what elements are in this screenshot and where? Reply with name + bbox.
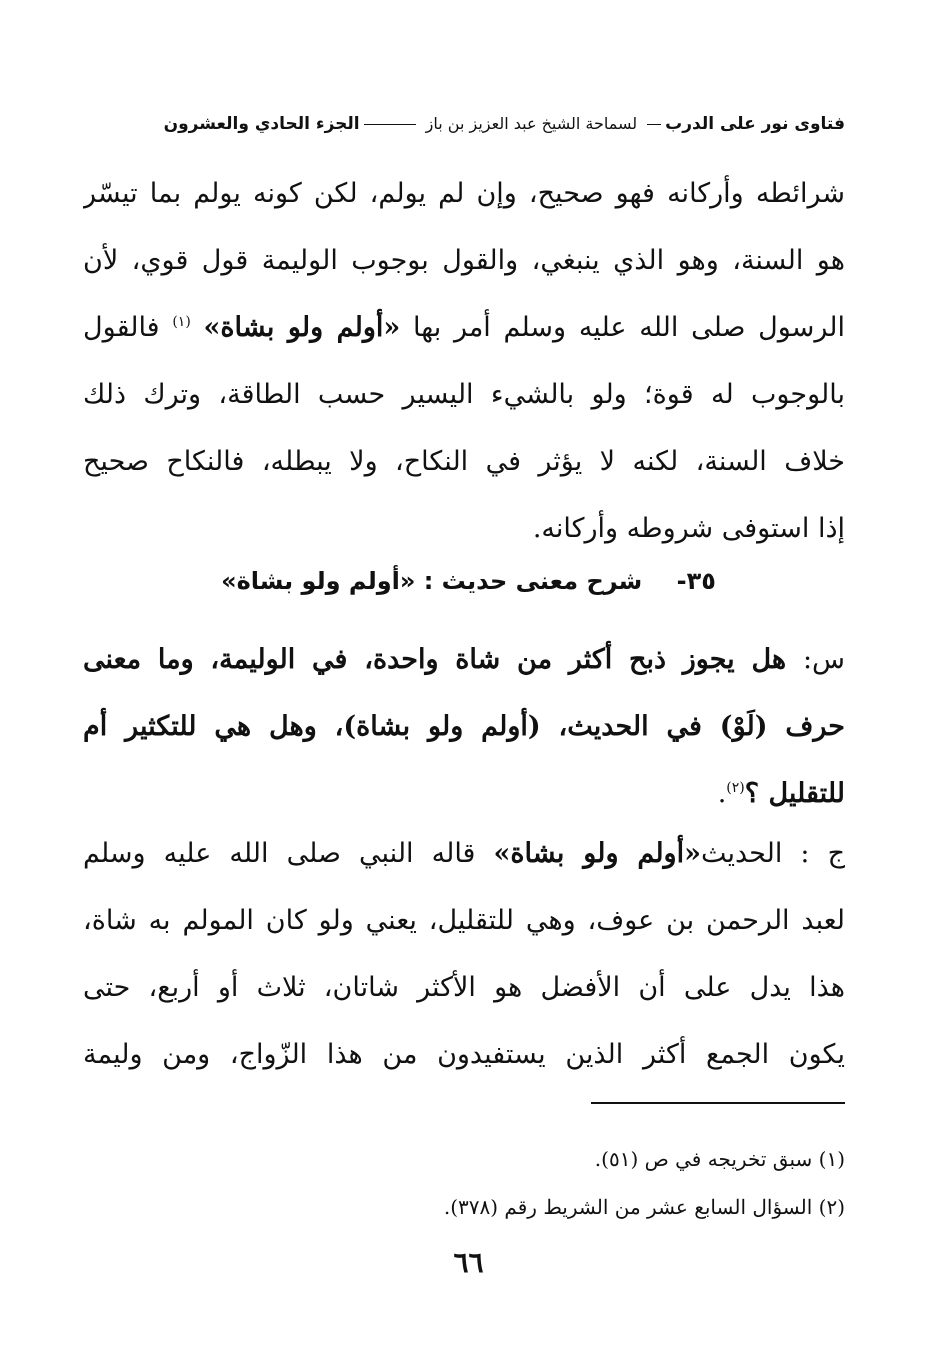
text-line: إذا استوفى شروطه وأركانه. <box>532 513 845 544</box>
footnote-ref: (٢) <box>726 780 745 796</box>
question-text: للتقليل ؟ <box>744 778 845 809</box>
section-heading <box>0 556 937 606</box>
author-line: لسماحة الشيخ عبد العزيز بن باز <box>425 114 638 133</box>
hadith-quote: «أولم ولو بشاة» <box>493 838 701 869</box>
page-number: ٦٦ <box>453 1246 484 1279</box>
text-segment: فالقول <box>83 312 160 343</box>
text-line <box>83 294 845 361</box>
text-line: هو السنة، وهو الذي ينبغي، والقول بوجوب الوليمة قول قوي، لأن <box>83 245 845 276</box>
text-segment: الرسول صلى الله عليه وسلم أمر بها <box>413 312 845 343</box>
running-header <box>83 108 845 140</box>
intro-paragraph <box>83 160 845 562</box>
footnotes <box>83 1135 845 1231</box>
text-line: شرائطه وأركانه فهو صحيح، وإن لم يولم، لكن كونه يولم بما تيسّر <box>83 178 845 209</box>
answer-line <box>83 820 845 887</box>
answer-block <box>83 820 845 1088</box>
header-rule <box>364 124 416 125</box>
volume-title: الجزء الحادي والعشرون <box>163 114 360 134</box>
hadith-quote: «أولم ولو بشاة» <box>203 312 401 343</box>
answer-line: هذا يدل على أن الأفضل هو الأكثر شاتان، ثلاث أو أربع، حتى <box>83 972 845 1003</box>
question-text: هل يجوز ذبح أكثر من شاة واحدة، في الوليمة، وما معنى <box>83 644 787 675</box>
question-line <box>83 626 845 693</box>
question-block <box>83 626 845 827</box>
text-line: خلاف السنة، لكنه لا يؤثر في النكاح، ولا يبطله، فالنكاح صحيح <box>83 446 845 477</box>
question-end: . <box>717 778 727 809</box>
section-number: ٣٥- <box>676 567 716 595</box>
footnote-1: (١) سبق تخريجه في ص (٥١). <box>594 1147 845 1171</box>
question-line <box>83 760 845 827</box>
footnote-2: (٢) السؤال السابع عشر من الشريط رقم (٣٧٨). <box>443 1195 845 1219</box>
text-line: بالوجوب له قوة؛ ولو بالشيء اليسير حسب الطاقة، وترك ذلك <box>83 379 845 410</box>
question-prefix: س: <box>802 644 845 675</box>
answer-line: لعبد الرحمن بن عوف، وهي للتقليل، يعني ولو كان المولم به شاة، <box>83 905 845 936</box>
footnote-separator <box>591 1102 845 1104</box>
section-title: شرح معنى حديث : «أولم ولو بشاة» <box>221 567 643 595</box>
series-title: فتاوى نور على الدرب <box>665 114 845 134</box>
question-line: حرف (لَوْ) في الحديث، (أولم ولو بشاة)، وهل هي للتكثير أم <box>83 711 845 742</box>
answer-text: قاله النبي صلى الله عليه وسلم <box>83 838 476 869</box>
answer-prefix: ج : الحديث <box>700 838 845 869</box>
answer-line: يكون الجمع أكثر الذين يستفيدون من هذا الزّواج، ومن وليمة <box>83 1039 845 1070</box>
footnote-ref: (١) <box>172 314 191 330</box>
header-dash <box>647 124 661 125</box>
